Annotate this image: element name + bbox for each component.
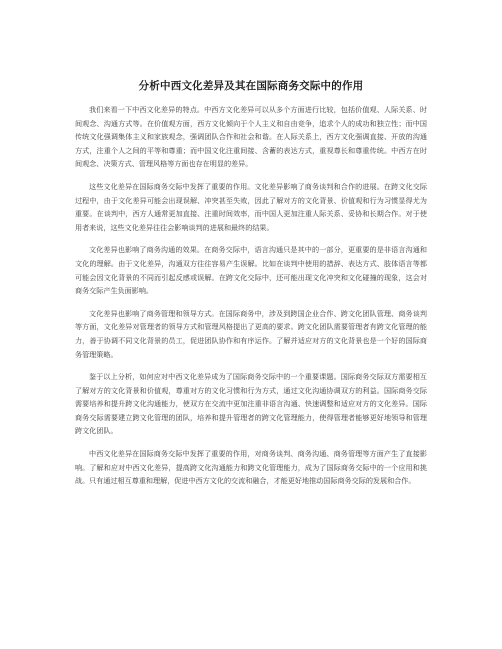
paragraph-5: 鉴于以上分析，如何应对中西文化差异成为了国际商务交际中的一个重要课题。国际商务交际双方需要相互了解对方的文化背景和价值观，尊重对方的文化习惯和行为方式，通过文化沟通协调双方的利益。国际商务交际需要培养和提升跨文化沟通能力，使双方在交流中更加注重非语言沟通、快速调整和适应对方的文化差异。国际商务交际需要建立跨文化管理的团队，培养和提升管理者的跨文化管理能力，使得管理者能够更好地领导和管理跨文化团队。 <box>75 372 427 436</box>
paragraph-2: 这些文化差异在国际商务交际中发挥了重要的作用。文化差异影响了商务谈判和合作的进展。在跨文化交际过程中，由于文化差异可能会出现误解、冲突甚至失败，因此了解对方的文化背景、价值观和行为习惯显得尤为重要。在谈判中，西方人通常更加直接、注重时间效率，而中国人更加注重人际关系、妥协和长期合作。对于使用者来说，这些文化差异往往会影响谈判的进展和最终的结果。 <box>75 181 427 232</box>
document-title: 分析中西文化差异及其在国际商务交际中的作用 <box>138 80 364 92</box>
paragraph-3: 文化差异也影响了商务沟通的效果。在商务交际中，语言沟通只是其中的一部分，更重要的是非语言沟通和文化的理解。由于文化差异，沟通双方往往容易产生误解。比如在谈判中使用的措辞、表达方式、肢体语言等都可能会因文化背景的不同而引起反感或误解。在跨文化交际中，还可能出现文化冲突和文化碰撞的现象，这会对商务交际产生负面影响。 <box>75 245 427 296</box>
paragraph-6: 中西文化差异在国际商务交际中发挥了重要的作用，对商务谈判、商务沟通、商务管理等方面产生了直接影响。了解和应对中西文化差异，提高跨文化沟通能力和跨文化管理能力，成为了国际商务交际中的一个应用和挑战。只有通过相互尊重和理解，促进中西方文化的交流和融合，才能更好地推动国际商务交际的发展和合作。 <box>75 449 427 486</box>
document-body <box>75 103 427 497</box>
paragraph-4: 文化差异也影响了商务管理和领导方式。在国际商务中，涉及到跨国企业合作、跨文化团队管理、商务谈判等方面，文化差异对管理者的领导方式和管理风格提出了更高的要求。跨文化团队需要管理者有跨文化管理的能力，善于协调不同文化背景的员工，促进团队协作和有序运作。了解并适应对方的文化背景也是一个好的国际商务管理策略。 <box>75 308 427 359</box>
paragraph-1: 我们来看一下中西文化差异的特点。中西方文化差异可以从多个方面进行比较，包括价值观、人际关系、时间观念、沟通方式等。在价值观方面，西方文化倾向于个人主义和自由竞争，追求个人的成功和独立性；而中国传统文化强调集体主义和家族观念，强调团队合作和社会和谐。在人际关系上，西方文化强调直接、开放的沟通方式，注重个人之间的平等和尊重；而中国文化注重间接、含蓄的表达方式，重视尊长和尊重传统。中西方在时间观念、决策方式、管理风格等方面也存在明显的差异。 <box>75 105 427 169</box>
